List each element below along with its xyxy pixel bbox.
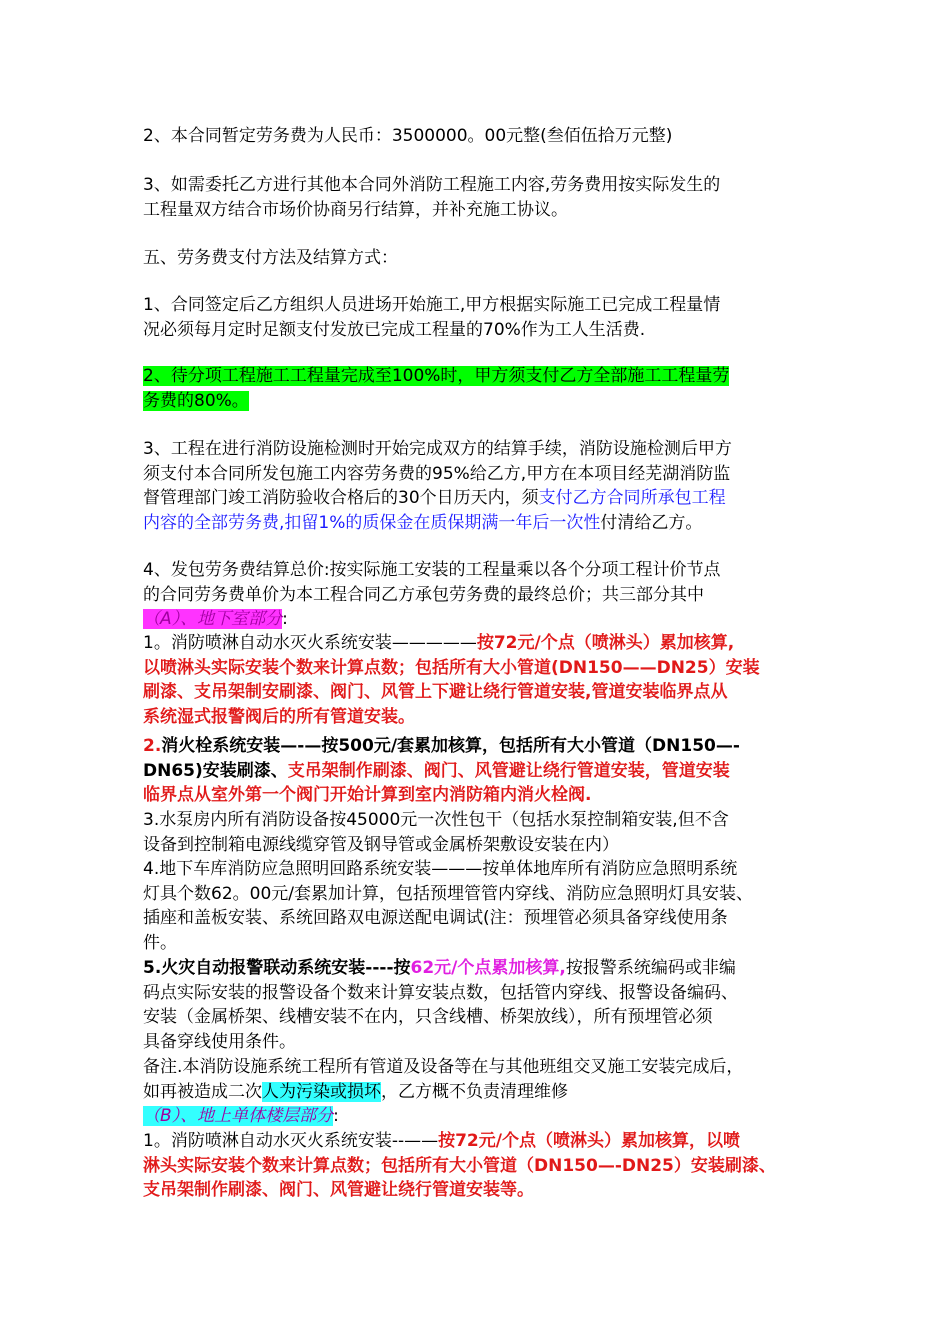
text-line: 件。 <box>143 932 177 953</box>
text-line: 3、工程在进行消防设施检测时开始完成双方的结算手续，消防设施检测后甲方 <box>143 439 732 459</box>
red-text: 2. <box>143 736 162 756</box>
red-text: 临界点从室外第一个阀门开始计算到室内消防箱内消火栓阀. <box>143 785 592 805</box>
text-span: ，乙方概不负责清理维修 <box>381 1081 568 1102</box>
item-b1-sprinkler <box>143 1129 823 1203</box>
text-span: 1。消防喷淋自动水灭火系统安装————— <box>143 633 477 653</box>
text-line: 码点实际安装的报警设备个数来计算安装点数，包括管内穿线、报警设备编码、 <box>143 982 738 1003</box>
text-line: 设备到控制箱电源线缆穿管及钢导管或金属桥架敷设安装在内） <box>143 834 619 855</box>
payment-clause-2 <box>143 364 823 413</box>
red-text: 按72元/个点（喷淋头）累加核算，以喷 <box>438 1131 740 1151</box>
item-a5-fire-alarm <box>143 956 823 1054</box>
text-line: 3.水泵房内所有消防设备按45000元一次性包干（包括水泵控制箱安装,但不含 <box>143 810 729 830</box>
section-label: （A）、地下室部分 <box>143 609 283 629</box>
note <box>143 1055 823 1104</box>
item-a2-hydrant <box>143 734 823 808</box>
text-line: 须支付本合同所发包施工内容劳务费的95%给乙方,甲方在本项目经芜湖消防监 <box>143 463 731 484</box>
highlighted-text: 施工工程量完成至100%时，甲方须支付乙方全部施工工程量劳 <box>255 366 730 386</box>
section-5-heading: 五、劳务费支付方法及结算方式： <box>143 248 398 268</box>
item-a4-emergency-lighting <box>143 857 823 955</box>
section-b-heading <box>143 1104 823 1129</box>
payment-clause-1 <box>143 293 823 342</box>
section-a-heading <box>143 607 823 632</box>
red-text: 按72元/个点（喷淋头）累加核算, <box>476 633 735 653</box>
text-span: 付清给乙方。 <box>600 512 703 533</box>
red-text: 淋头实际安装个数来计算点数；包括所有大小管道（DN150—-DN25）安装刷漆、 <box>143 1155 776 1176</box>
bold-text: 5.火灾自动报警联动系统安装----按 <box>143 958 411 978</box>
text-span: 按报警系统编码或非编 <box>565 958 736 978</box>
clause-2-fee: 2、本合同暂定劳务费为人民币：3500000。00元整(叁佰伍拾万元整) <box>143 126 673 146</box>
text-line: 工程量双方结合市场价协商另行结算，并补充施工协议。 <box>143 199 568 220</box>
red-text: 支吊架制作刷漆、阀门、风管避让绕行管道安装等。 <box>143 1180 534 1200</box>
item-a3-pump-room <box>143 808 823 857</box>
text-line: 插座和盖板安装、系统回路双电源送配电调试(注：预埋管必须具备穿线使用条 <box>143 908 728 928</box>
magenta-text: 62元/个点累加核算, <box>410 958 566 978</box>
text-line: 3、如需委托乙方进行其他本合同外消防工程施工内容,劳务费用按实际发生的 <box>143 175 721 195</box>
highlighted-text: 务费的80%。 <box>143 390 249 411</box>
highlighted-text: 2、待分项工程 <box>143 366 256 386</box>
text-line: 灯具个数62。00元/套累加计算，包括预埋管管内穿线、消防应急照明灯具安装、 <box>143 883 753 904</box>
text-line: 的合同劳务费单价为本工程合同乙方承包劳务费的最终总价；共三部分其中 <box>143 584 704 605</box>
red-text: 系统湿式报警阀后的所有管道安装。 <box>143 706 415 727</box>
text-span: 督管理部门竣工消防验收合格后的30个日历天内，须 <box>143 488 539 508</box>
text-line: 1、合同签定后乙方组织人员进场开始施工,甲方根据实际施工已完成工程量情 <box>143 295 721 315</box>
colon: : <box>333 1106 339 1126</box>
blue-text: 内容的全部劳务费,扣留1%的质保金在质保期满一年后一次性 <box>143 512 601 533</box>
item-a1-sprinkler <box>143 631 823 729</box>
blue-text: 支付乙方合同所承包工程 <box>538 488 726 508</box>
colon: : <box>282 609 288 629</box>
text-line: 备注.本消防设施系统工程所有管道及设备等在与其他班组交叉施工安装完成后， <box>143 1057 744 1077</box>
bold-text: 消火栓系统安装—-—按500元/套累加核算，包括所有大小管道（DN150—- <box>161 736 740 756</box>
section-label: （B）、地上单体楼层部分 <box>143 1106 334 1126</box>
text-span: 1。消防喷淋自动水灭火系统安装--—— <box>143 1131 439 1151</box>
red-text: 支吊架制作刷漆、阀门、风管避让绕行管道安装，管道安装 <box>287 760 730 781</box>
text-line: 4、发包劳务费结算总价:按实际施工安装的工程量乘以各个分项工程计价节点 <box>143 560 721 580</box>
red-text: 刷漆、支吊架制安刷漆、阀门、风管上下避让绕行管道安装,管道安装临界点从 <box>143 682 728 702</box>
highlighted-text: 人为污染或损坏 <box>262 1081 381 1102</box>
red-text: 以喷淋头实际安装个数来计算点数；包括所有大小管道(DN150——DN25）安装 <box>143 657 760 678</box>
text-line: 安装（金属桥架、线槽安装不在内，只含线槽、桥架放线），所有预埋管必须 <box>143 1007 713 1027</box>
text-span: 如再被造成二次 <box>143 1081 262 1102</box>
text-line: 具备穿线使用条件。 <box>143 1031 296 1052</box>
payment-clause-4 <box>143 558 823 607</box>
payment-clause-3 <box>143 437 823 535</box>
text-line: 4.地下车库消防应急照明回路系统安装———按单体地库所有消防应急照明系统 <box>143 859 738 879</box>
text-line: 况必须每月定时足额支付发放已完成工程量的70%作为工人生活费. <box>143 319 646 340</box>
bold-text: DN65)安装刷漆、 <box>143 760 288 781</box>
clause-3-extra-work <box>143 173 823 222</box>
